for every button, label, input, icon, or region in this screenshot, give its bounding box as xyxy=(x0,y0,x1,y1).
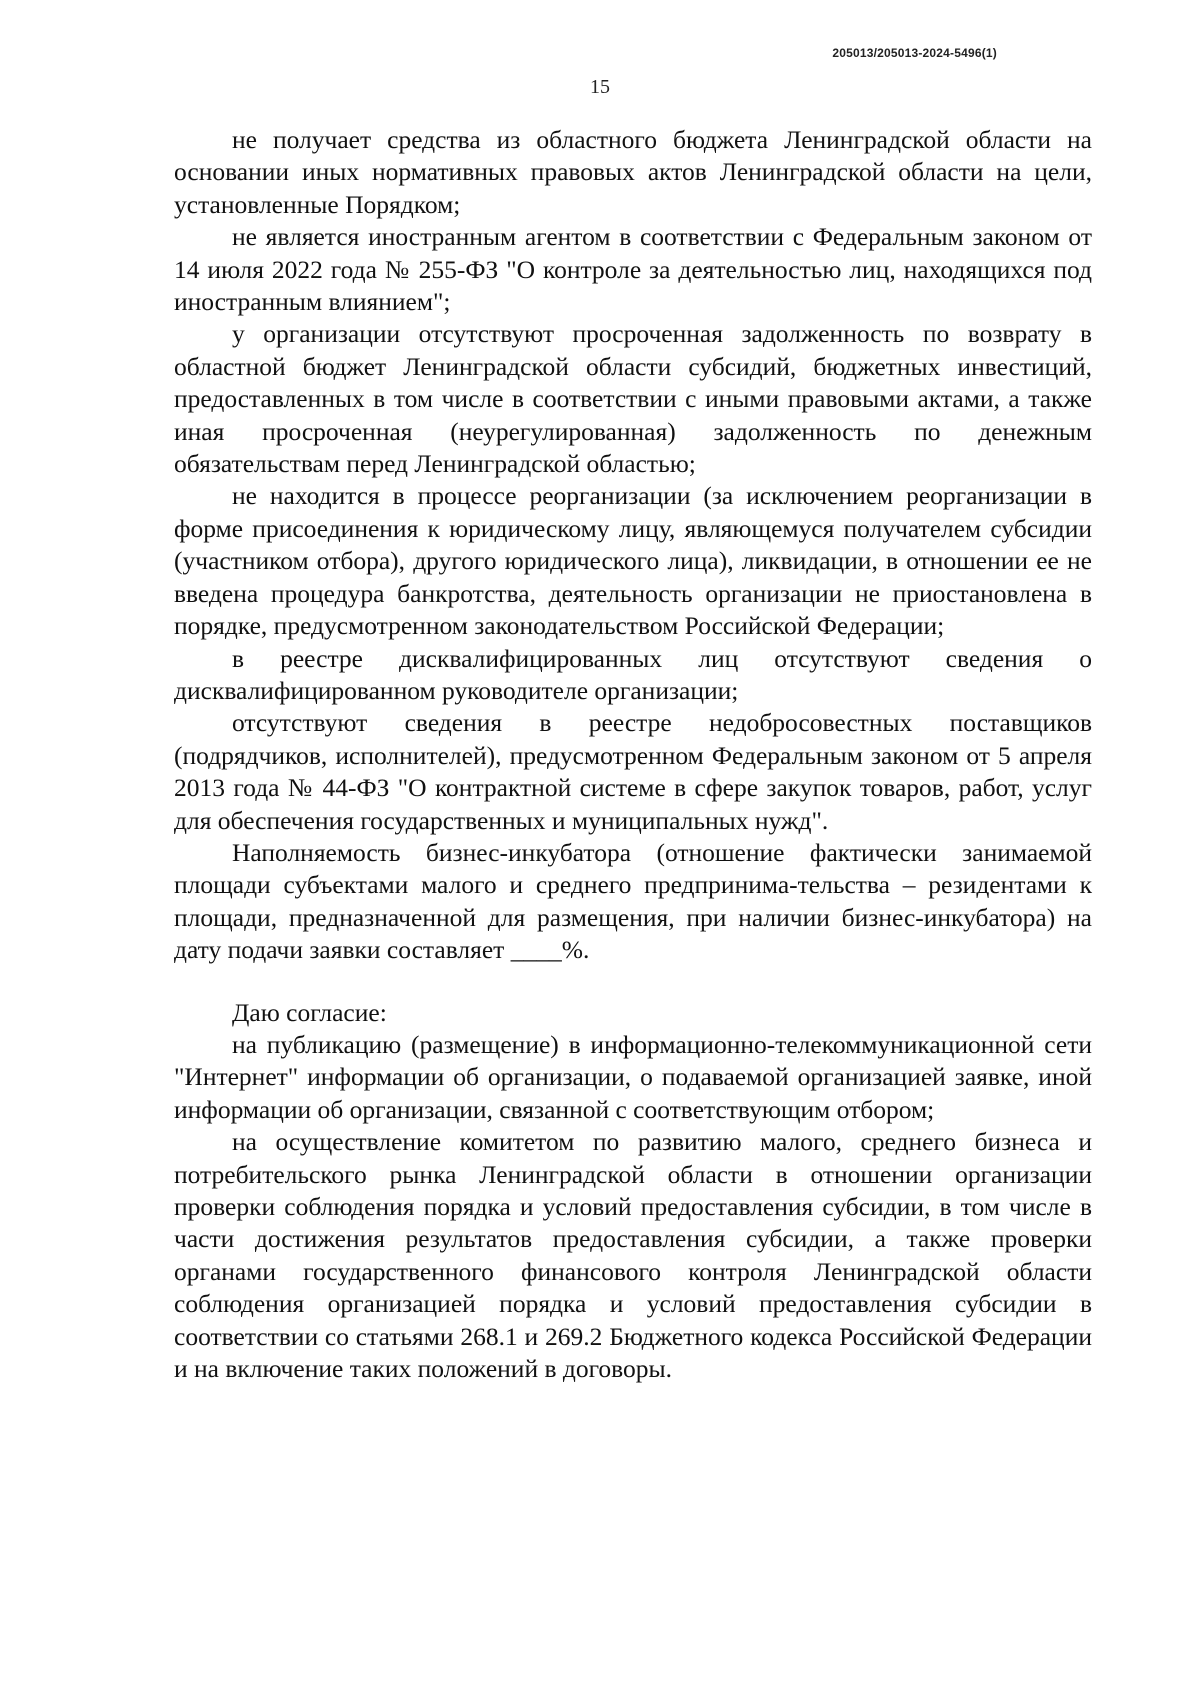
paragraph-consent-heading: Даю согласие: xyxy=(232,997,387,1027)
page-number: 15 xyxy=(590,76,610,98)
document-body xyxy=(174,124,1092,1385)
paragraph-incubator-occupancy: Наполняемость бизнес-инкубатора (отношение фактически занимаемой площади субъектами малого и среднего предпринима-тельства – резидентами к площади, предназначенной для размещения, при наличии бизнес-инкубатора) на дату подачи заявки составляет ____%. xyxy=(174,837,1092,965)
paragraph-reorganization: не находится в процессе реорганизации (за исключением реорганизации в форме присоединения к юридическому лицу, являющемуся получателем субсидии (участником отбора), другого юридического лица), ликвидации, в отношении ее не введена процедура банкротства, деятельность организации не приостановлена в порядке, предусмотренном законодательством Российской Федерации; xyxy=(174,481,1092,641)
paragraph-foreign-agent: не является иностранным агентом в соответствии с Федеральным законом от 14 июля 2022 года № 255-ФЗ "О контроле за деятельностью лиц, находящихся под иностранным влиянием"; xyxy=(174,222,1092,317)
document-id: 205013/205013-2024-5496(1) xyxy=(832,46,997,60)
paragraph-consent-publication: на публикацию (размещение) в информационно-телекоммуникационной сети "Интернет" информации об организации, о подаваемой организацией заявке, иной информации об организации, связанной с соответствующим отбором; xyxy=(174,1029,1092,1124)
paragraph-consent-inspection: на осуществление комитетом по развитию малого, среднего бизнеса и потребительского рынка Ленинградской области в отношении организации проверки соблюдения порядка и условий предоставления субсидии, в том числе в части достижения результатов предоставления субсидии, а также проверки органами государственного финансового контроля Ленинградской области соблюдения организацией порядка и условий предоставления субсидии в соответствии со статьями 268.1 и 269.2 Бюджетного кодекса Российской Федерации и на включение таких положений в договоры. xyxy=(174,1127,1092,1384)
paragraph-disqualified: в реестре дисквалифицированных лиц отсутствуют сведения о дисквалифицированном руководителе организации; xyxy=(174,643,1092,705)
paragraph-suppliers-registry: отсутствуют сведения в реестре недобросовестных поставщиков (подрядчиков, исполнителей), предусмотренном Федеральным законом от 5 апреля 2013 года № 44-ФЗ "О контрактной системе в сфере закупок товаров, работ, услуг для обеспечения государственных и муниципальных нужд". xyxy=(174,708,1092,835)
paragraph-budget-funds: не получает средства из областного бюджета Ленинградской области на основании иных нормативных правовых актов Ленинградской области на цели, установленные Порядком; xyxy=(174,125,1092,219)
paragraph-debt: у организации отсутствуют просроченная задолженность по возврату в областной бюджет Ленинградской области субсидий, бюджетных инвестиций, предоставленных в том числе в соответствии с иными правовыми актами, а также иная просроченная (неурегулированная) задолженность по денежным обязательствам перед Ленинградской областью; xyxy=(174,319,1092,479)
